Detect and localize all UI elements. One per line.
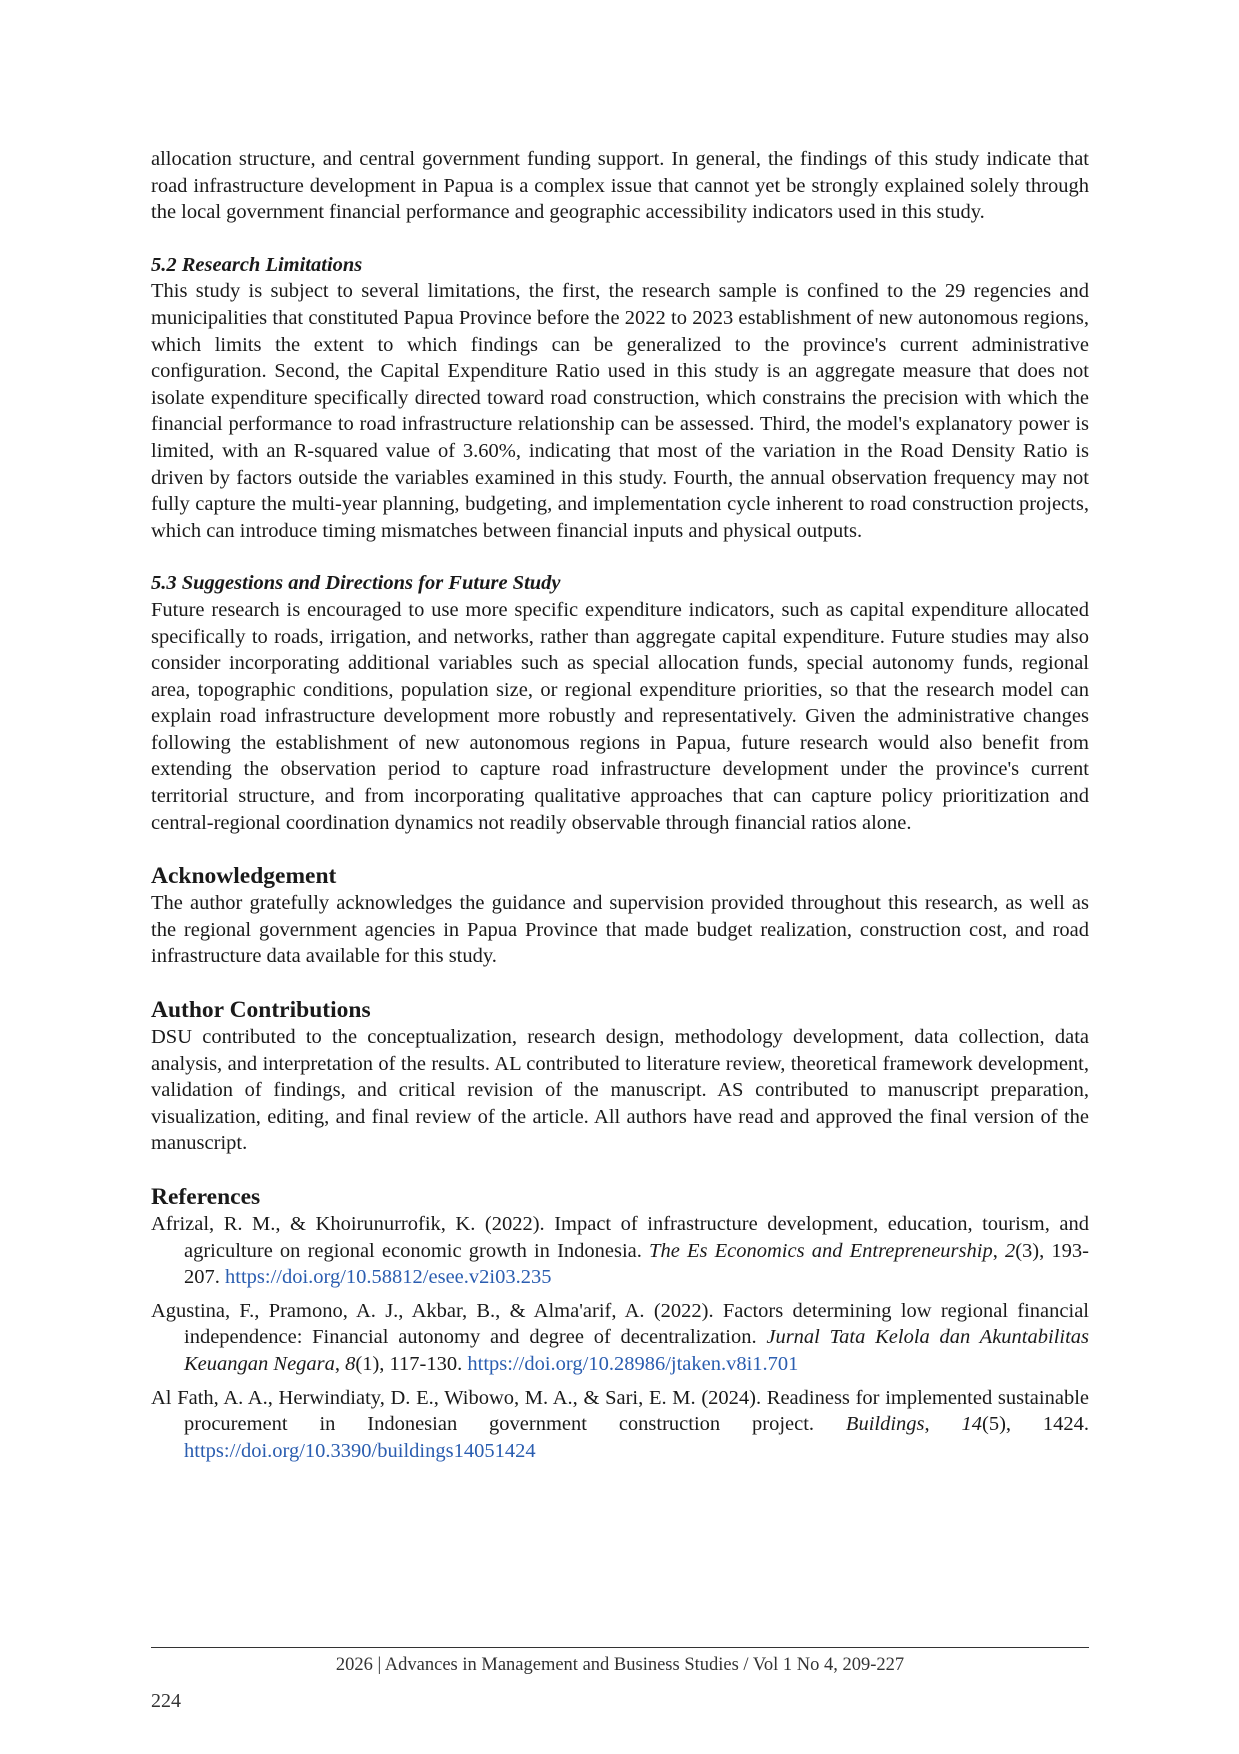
- page-content: [151, 146, 1089, 1471]
- intro-paragraph: allocation structure, and central government funding support. In general, the findings of this study indicate that road infrastructure development in Papua is a complex issue that cannot yet be strongly explained solely through the local government financial performance and geographic accessibility indicators used in this study.: [151, 148, 1089, 224]
- author-contributions-paragraph: DSU contributed to the conceptualization, research design, methodology development, data collection, data analysis, and interpretation of the results. AL contributed to literature review, theoretical framework development, validation of findings, and critical revision of the manuscript. AS contributed to manuscript preparation, visualization, editing, and final review of the article. All authors have read and approved the final version of the manuscript.: [151, 1026, 1089, 1155]
- reference-volume: 8: [345, 1352, 356, 1375]
- reference-journal: Jurnal Tata Kelola dan Akuntabilitas Keuangan Negara: [184, 1326, 1090, 1375]
- reference-journal: Buildings: [845, 1413, 925, 1436]
- suggestions-paragraph: Future research is encouraged to use more specific expenditure indicators, such as capital expenditure allocated specifically to roads, irrigation, and networks, rather than aggregate capital expenditure. Future studies may also consider incorporating additional variables such as special allocation funds, special autonomy funds, regional area, topographic conditions, population size, or regional expenditure priorities, so that the research model can explain road infrastructure development more robustly and representatively. Given the administrative changes following the establishment of new autonomous regions in Papua, future research would also benefit from extending the observation period to capture road infrastructure development under the province's current territorial structure, and from incorporating qualitative approaches that can capture policy prioritization and central-regional coordination dynamics not readily observable through financial ratios alone.: [151, 598, 1089, 834]
- reference-doi-link[interactable]: https://doi.org/10.3390/buildings14051424: [184, 1439, 536, 1462]
- page-number: 224: [151, 1690, 181, 1712]
- reference-separator: ,: [924, 1413, 962, 1436]
- reference-lead: Agustina, F., Pramono, A. J., Akbar, B., & Alma'arif, A. (2022). Factors determining low regional financial independence: Financial autonomy and degree of decentralization.: [151, 1299, 1089, 1349]
- reference-lead: Al Fath, A. A., Herwindiaty, D. E., Wibowo, M. A., & Sari, E. M. (2024). Readiness for implemented sustainable procurement in Indonesian government construction project.: [151, 1386, 1089, 1436]
- reference-tail: (5), 1424.: [982, 1413, 1090, 1436]
- reference-separator: ,: [992, 1239, 1005, 1262]
- reference-volume: 2: [1004, 1239, 1016, 1262]
- reference-tail: (3), 193-207.: [184, 1239, 1089, 1289]
- reference-item: [151, 1298, 1089, 1378]
- reference-volume: 14: [961, 1413, 982, 1436]
- reference-doi-link[interactable]: https://doi.org/10.28986/jtaken.v8i1.701: [467, 1352, 799, 1375]
- reference-item: [151, 1385, 1089, 1465]
- limitations-paragraph: This study is subject to several limitations, the first, the research sample is confined to the 29 regencies and municipalities that constituted Papua Province before the 2022 to 2023 establishment of new autonomous regions, which limits the extent to which findings can be generalized to the province's current administrative configuration. Second, the Capital Expenditure Ratio used in this study is an aggregate measure that does not isolate expenditure specifically directed toward road construction, which constrains the precision with which the financial performance to road infrastructure relationship can be assessed. Third, the model's explanatory power is limited, with an R-squared value of 3.60%, indicating that most of the variation in the Road Density Ratio is driven by factors outside the variables examined in this study. Fourth, the annual observation frequency may not fully capture the multi-year planning, budgeting, and implementation cycle inherent to road construction projects, which can introduce timing mismatches between financial inputs and physical outputs.: [151, 280, 1089, 542]
- reference-item: [151, 1211, 1089, 1291]
- author-contributions-heading: Author Contributions: [151, 997, 371, 1024]
- reference-journal: The Es Economics and Entrepreneurship: [649, 1239, 993, 1262]
- suggestions-heading: 5.3 Suggestions and Directions for Future Study: [151, 572, 561, 595]
- reference-doi-link[interactable]: https://doi.org/10.58812/esee.v2i03.235: [225, 1266, 552, 1289]
- reference-list: [151, 1211, 1089, 1464]
- acknowledgement-heading: Acknowledgement: [151, 863, 337, 890]
- limitations-heading: 5.2 Research Limitations: [151, 253, 363, 276]
- reference-separator: ,: [334, 1352, 346, 1375]
- footer-citation: 2026 | Advances in Management and Business Studies / Vol 1 No 4, 209-227: [335, 1655, 905, 1675]
- reference-lead: Afrizal, R. M., & Khoirunurrofik, K. (2022). Impact of infrastructure development, education, tourism, and agriculture on regional economic growth in Indonesia.: [151, 1213, 1089, 1262]
- reference-tail: (1), 117-130.: [355, 1352, 468, 1375]
- footer-divider: [151, 1647, 1089, 1648]
- acknowledgement-paragraph: The author gratefully acknowledges the guidance and supervision provided throughout this research, as well as the regional government agencies in Papua Province that made budget realization, construction cost, and road infrastructure data available for this study.: [151, 892, 1089, 968]
- references-heading: References: [151, 1184, 261, 1210]
